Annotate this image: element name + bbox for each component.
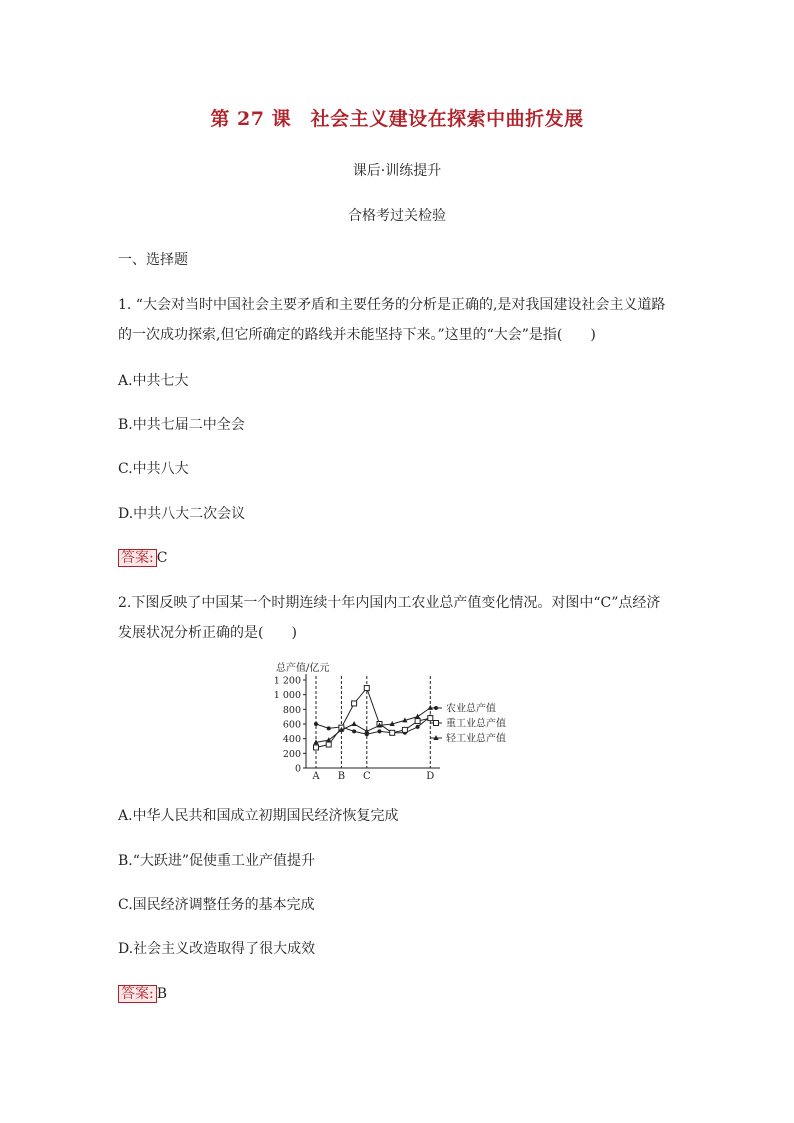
q1-option-c: C.中共八大 xyxy=(118,461,189,477)
point-1 xyxy=(314,745,319,750)
answer-tag: 答案: xyxy=(118,985,157,1003)
section-heading: 合格考过关检验 xyxy=(348,208,446,224)
y-tick-label: 200 xyxy=(282,748,301,760)
legend-label-1: 重工业总产值 xyxy=(446,718,506,730)
series-line-2 xyxy=(316,708,430,742)
point-1 xyxy=(428,716,433,721)
part-heading: 一、选择题 xyxy=(118,252,188,268)
production-chart xyxy=(270,660,530,780)
y-tick-label: 1 000 xyxy=(273,690,301,702)
marker-label-d: D xyxy=(426,771,435,780)
marker-label-b: B xyxy=(337,771,346,780)
q1-stem-line2: 的一次成功探索,但它所确定的路线并未能坚持下来。”这里的“大会”是指( ) xyxy=(118,327,596,343)
answer-value: B xyxy=(156,986,168,1002)
point-1 xyxy=(390,730,395,735)
point-0 xyxy=(327,726,331,730)
point-1 xyxy=(352,701,357,706)
point-0 xyxy=(416,725,420,729)
legend-marker-1 xyxy=(434,721,439,726)
y-tick-label: 1 200 xyxy=(273,675,301,687)
y-tick-label: 600 xyxy=(282,719,301,731)
q1-option-b: B.中共七届二中全会 xyxy=(118,417,245,433)
q2-answer xyxy=(118,983,167,1003)
q2-stem-line1: 2.下图反映了中国某一个时期连续十年内国内工农业总产值变化情况。对图中“C”点经济 xyxy=(118,595,661,611)
y-tick-label: 0 xyxy=(294,763,301,775)
marker-label-a: A xyxy=(312,771,320,780)
y-axis-label: 总产值/亿元 xyxy=(276,663,330,674)
point-1 xyxy=(326,742,331,747)
answer-value: C xyxy=(156,550,168,566)
point-1 xyxy=(402,727,407,732)
answer-tag: 答案: xyxy=(118,549,157,567)
q2-option-c: C.国民经济调整任务的基本完成 xyxy=(118,897,315,913)
q2-option-b: B.“大跃进”促使重工业产值提升 xyxy=(118,853,316,869)
q2-option-d: D.社会主义改造取得了很大成效 xyxy=(118,941,316,957)
y-tick-label: 800 xyxy=(282,704,301,716)
q1-option-d: D.中共八大二次会议 xyxy=(118,506,246,522)
marker-label-c: C xyxy=(362,771,371,780)
lesson-title: 第 27 课 社会主义建设在探索中曲折发展 xyxy=(210,108,584,130)
point-0 xyxy=(352,729,356,733)
q1-option-a: A.中共七大 xyxy=(118,373,189,389)
point-1 xyxy=(415,719,420,724)
q1-stem-line1: 1. “大会对当时中国社会主要矛盾和主要任务的分析是正确的,是对我国建设社会主义道路 xyxy=(118,297,666,313)
q2-stem-line2: 发展状况分析正确的是( ) xyxy=(118,625,297,641)
y-tick-label: 400 xyxy=(282,734,301,746)
series-line-0 xyxy=(316,717,430,735)
point-2 xyxy=(415,714,420,719)
point-2 xyxy=(326,737,331,742)
subtitle: 课后·训练提升 xyxy=(352,163,442,179)
point-2 xyxy=(428,705,433,710)
point-2 xyxy=(352,721,357,726)
legend-marker-0 xyxy=(434,706,438,710)
q2-option-a: A.中华人民共和国成立初期国民经济恢复完成 xyxy=(118,808,399,824)
point-0 xyxy=(378,729,382,733)
point-1 xyxy=(364,686,369,691)
q1-answer xyxy=(118,547,167,567)
legend-label-2: 轻工业总产值 xyxy=(446,733,506,745)
legend-label-0: 农业总产值 xyxy=(446,703,496,715)
point-0 xyxy=(314,722,318,726)
